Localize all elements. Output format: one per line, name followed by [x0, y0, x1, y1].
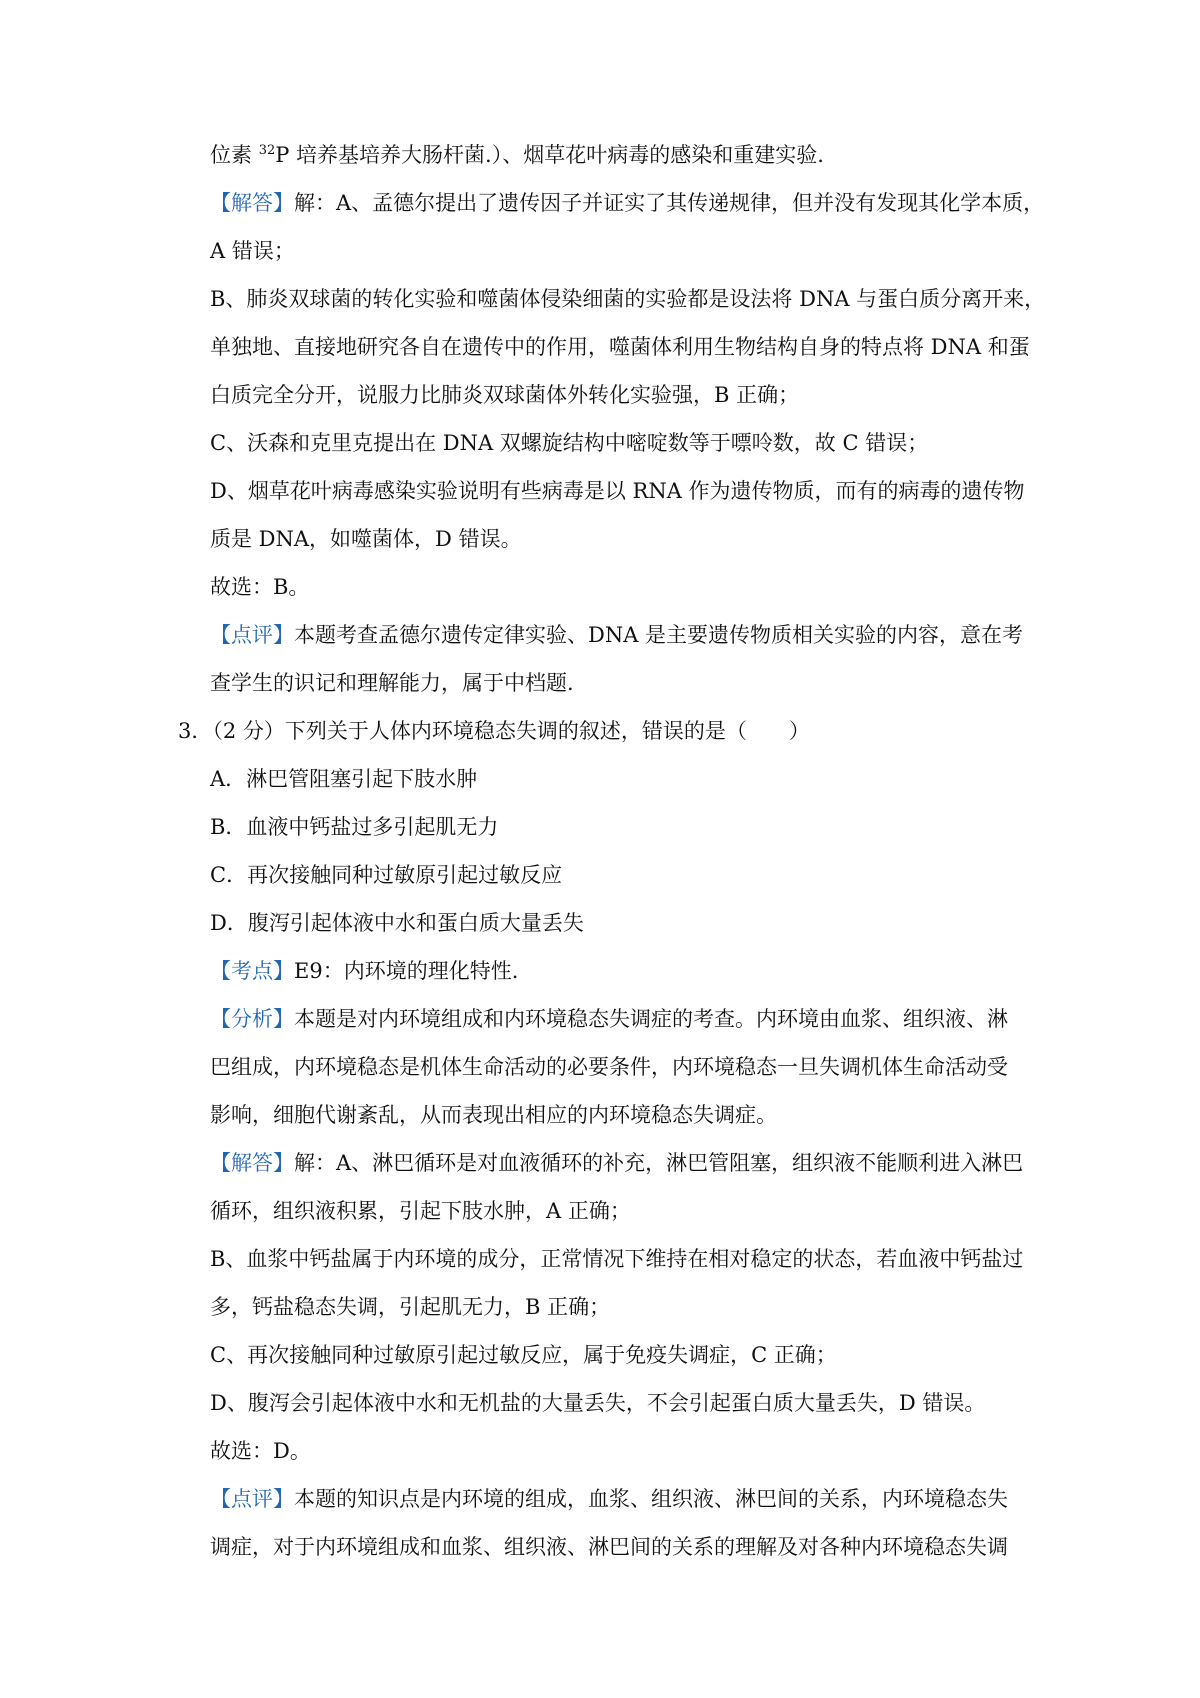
- answer-tag: 【解答】: [210, 191, 294, 215]
- kaodian-line: 【考点】E9：内环境的理化特性.: [210, 959, 519, 983]
- q3-answer-line-3: B、血浆中钙盐属于内环境的成分，正常情况下维持在相对稳定的状态，若血液中钙盐过: [210, 1247, 1024, 1271]
- q3-answer-line-6: D、腹泻会引起体液中水和无机盐的大量丢失，不会引起蛋白质大量丢失，D 错误。: [210, 1391, 986, 1415]
- isotope-superscript: 32: [258, 143, 276, 158]
- answer-line-8: 质是 DNA，如噬菌体，D 错误。: [210, 527, 522, 551]
- answer-line-4: 单独地、直接地研究各自在遗传中的作用，噬菌体利用生物结构自身的特点将 DNA 和蛋: [210, 335, 1030, 359]
- option-a: A．淋巴管阻塞引起下肢水肿: [210, 767, 478, 791]
- answer-line-2: A 错误；: [210, 239, 295, 263]
- comment-tag: 【点评】: [210, 623, 294, 647]
- answer-line-5: 白质完全分开，说服力比肺炎双球菌体外转化实验强，B 正确；: [210, 383, 800, 407]
- analysis-line-3: 影响，细胞代谢紊乱，从而表现出相应的内环境稳态失调症。: [210, 1103, 777, 1127]
- answer-line-6: C、沃森和克里克提出在 DNA 双螺旋结构中嘧啶数等于嘌呤数，故 C 错误；: [210, 431, 929, 455]
- option-d: D．腹泻引起体液中水和蛋白质大量丢失: [210, 911, 584, 935]
- intro-line: 位素 $^{32}$P 培养基培养大肠杆菌.）、烟草花叶病毒的感染和重建实验.: [210, 143, 824, 167]
- q3-answer-choice: 故选：D。: [210, 1439, 311, 1463]
- comment-line-2: 查学生的识记和理解能力，属于中档题.: [210, 671, 574, 695]
- answer-line-3: B、肺炎双球菌的转化实验和噬菌体侵染细菌的实验都是设法将 DNA 与蛋白质分离开来，: [210, 287, 1046, 311]
- kaodian-tag: 【考点】: [210, 959, 294, 983]
- q3-comment-tag: 【点评】: [210, 1487, 294, 1511]
- comment-line-1: 【点评】本题考查孟德尔遗传定律实验、DNA 是主要遗传物质相关实验的内容，意在考: [210, 623, 1024, 647]
- q3-answer-line-4: 多，钙盐稳态失调，引起肌无力，B 正确；: [210, 1295, 611, 1319]
- answer-choice: 故选：B。: [210, 575, 310, 599]
- option-b: B．血液中钙盐过多引起肌无力: [210, 815, 499, 839]
- q3-answer-tag: 【解答】: [210, 1151, 294, 1175]
- q3-comment-line-2: 调症，对于内环境组成和血浆、组织液、淋巴间的关系的理解及对各种内环境稳态失调: [210, 1535, 1008, 1559]
- analysis-tag: 【分析】: [210, 1007, 294, 1031]
- q3-comment-line-1: 【点评】本题的知识点是内环境的组成，血浆、组织液、淋巴间的关系，内环境稳态失: [210, 1487, 1008, 1511]
- answer-line-1: 【解答】解：A、孟德尔提出了遗传因子并证实了其传递规律，但并没有发现其化学本质，: [210, 191, 1045, 215]
- answer-line-7: D、烟草花叶病毒感染实验说明有些病毒是以 RNA 作为遗传物质，而有的病毒的遗传物: [210, 479, 1025, 503]
- question-3-stem: 3．（2 分）下列关于人体内环境稳态失调的叙述，错误的是（ ）: [178, 719, 810, 743]
- option-c: C．再次接触同种过敏原引起过敏反应: [210, 863, 563, 887]
- q3-answer-line-5: C、再次接触同种过敏原引起过敏反应，属于免疫失调症，C 正确；: [210, 1343, 837, 1367]
- q3-answer-line-2: 循环，组织液积累，引起下肢水肿，A 正确；: [210, 1199, 631, 1223]
- analysis-line-2: 巴组成，内环境稳态是机体生命活动的必要条件，内环境稳态一旦失调机体生命活动受: [210, 1055, 1008, 1079]
- analysis-line-1: 【分析】本题是对内环境组成和内环境稳态失调症的考查。内环境由血浆、组织液、淋: [210, 1007, 1008, 1031]
- q3-answer-line-1: 【解答】解：A、淋巴循环是对血液循环的补充，淋巴管阻塞，组织液不能顺利进入淋巴: [210, 1151, 1024, 1175]
